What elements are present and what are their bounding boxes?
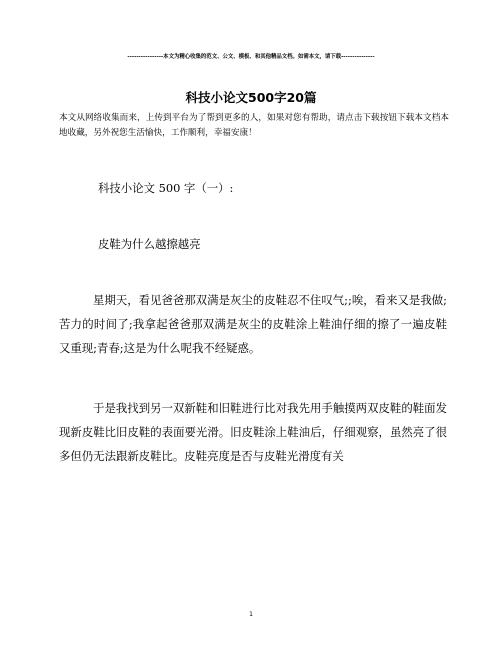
- section-heading: 科技小论文 500 字（一）:: [98, 181, 234, 195]
- body-paragraph-2: [59, 396, 447, 468]
- document-title: 科技小论文500字20篇: [185, 90, 317, 105]
- paragraph-text: 于是我找到另一双新鞋和旧鞋进行比对我先用手触摸两双皮鞋的鞋面发现新皮鞋比旧皮鞋的表面要光滑。旧皮鞋涂上鞋油后，仔细观察，虽然亮了很多但仍无法跟新皮鞋比。皮鞋亮度是否与皮鞋光滑度有关: [59, 401, 447, 463]
- article-title: 皮鞋为什么越擦越亮: [98, 237, 201, 251]
- body-paragraph-1: [59, 288, 447, 360]
- page-number: 1: [249, 611, 253, 618]
- intro-paragraph: 本文从网络收集而来，上传到平台为了帮到更多的人，如果对您有帮助，请点击下载按钮下载本文档本地收藏，另外祝您生活愉快，工作顺利，幸福安康！: [59, 113, 449, 138]
- paragraph-text: 星期天，看见爸爸那双满是灰尘的皮鞋忍不住叹气;;唉，看来又是我做;苦力的时间了;我拿起爸爸那双满是灰尘的皮鞋涂上鞋油仔细的擦了一遍皮鞋又重现;青春;这是为什么呢我不经疑惑。: [59, 293, 447, 355]
- download-banner: ----------------本文为精心收集的范文、公文、模板、和其他精品文档。如需本文，请下载---------------: [127, 54, 375, 60]
